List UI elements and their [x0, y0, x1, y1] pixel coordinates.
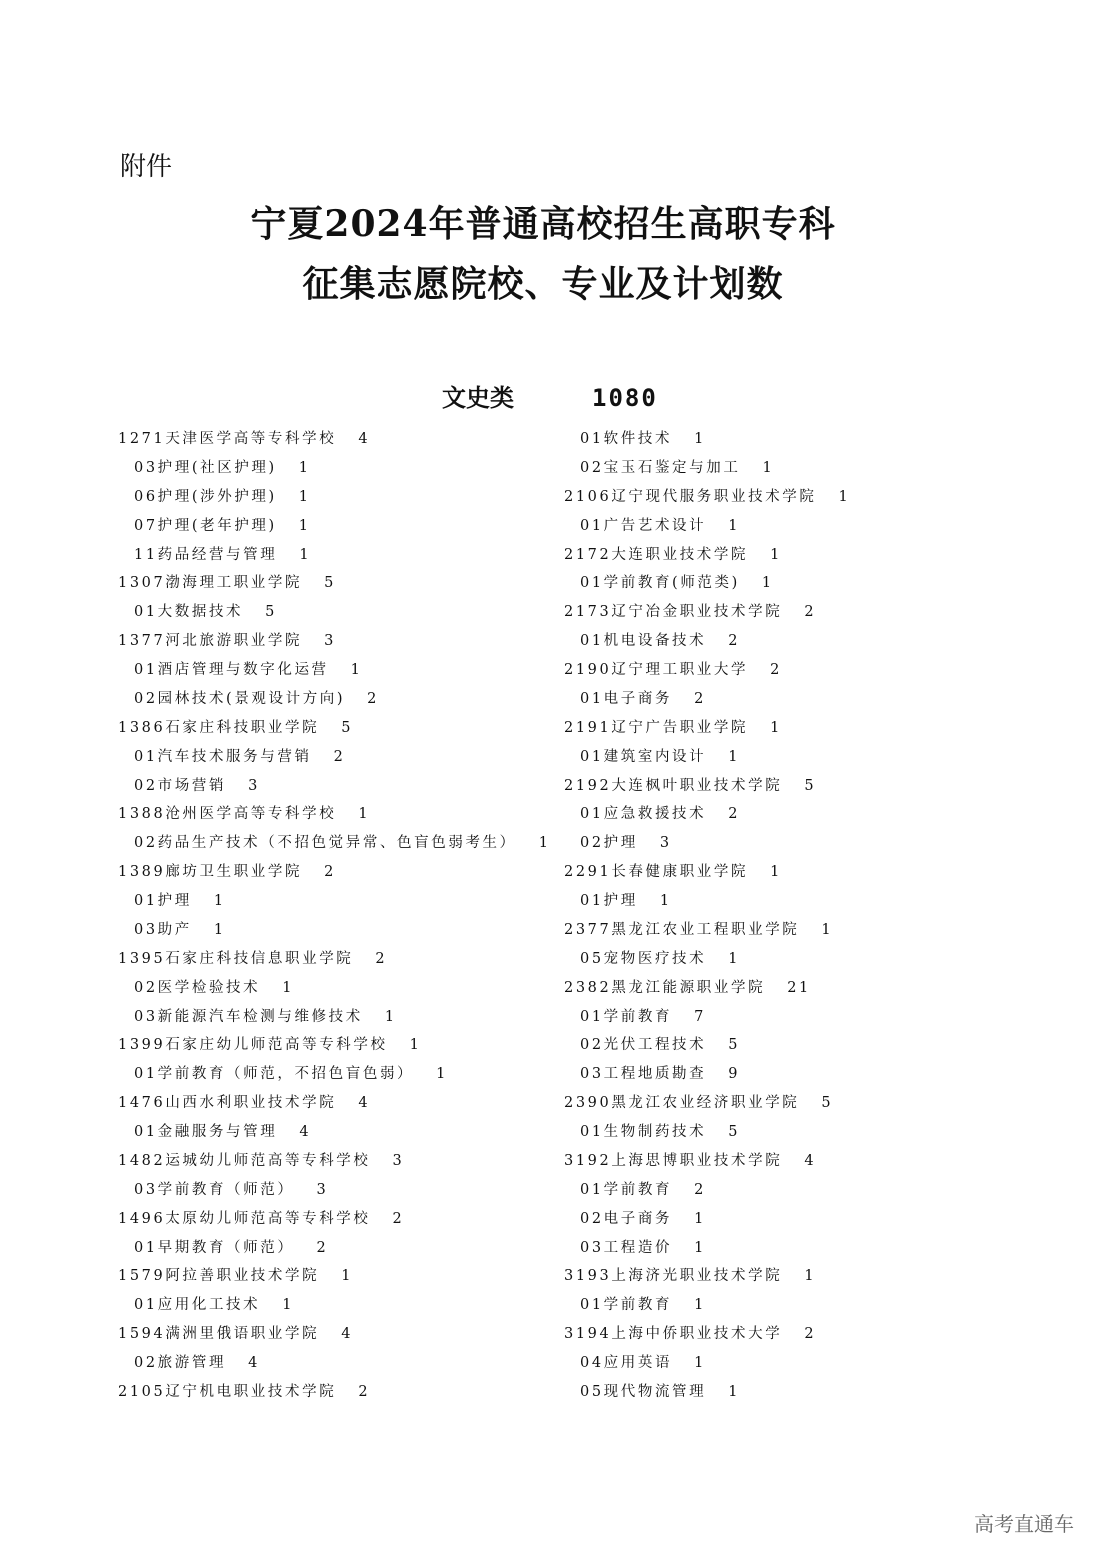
school-row [564, 1262, 850, 1291]
major-name: 新能源汽车检测与维修技术 [157, 1008, 363, 1025]
category-name: 文史类 [442, 384, 514, 412]
major-name: 学前教育(师范类) [603, 575, 740, 592]
major-code: 03 [134, 459, 158, 476]
school-row [564, 1147, 850, 1176]
major-row [564, 627, 850, 656]
school-name: 黑龙江农业经济职业学院 [611, 1095, 800, 1112]
major-code: 03 [134, 1008, 158, 1025]
major-count: 1 [762, 459, 775, 476]
major-row [564, 685, 850, 714]
major-row [564, 454, 850, 483]
major-code: 02 [134, 835, 158, 852]
school-count: 5 [324, 575, 336, 592]
major-row [118, 656, 551, 685]
major-name: 护理(涉外护理) [157, 488, 277, 505]
school-code: 2173 [564, 604, 612, 621]
school-count: 1 [804, 1268, 817, 1285]
major-row [118, 974, 551, 1003]
school-name: 石家庄幼儿师范高等专科学校 [165, 1037, 388, 1054]
major-name: 宠物医疗技术 [603, 950, 707, 967]
school-count: 1 [409, 1037, 422, 1054]
school-name: 辽宁冶金职业技术学院 [611, 604, 783, 621]
school-name: 黑龙江农业工程职业学院 [611, 921, 800, 938]
school-name: 上海济光职业技术学院 [611, 1268, 783, 1285]
major-name: 旅游管理 [157, 1355, 227, 1371]
major-code: 07 [134, 517, 158, 534]
school-name: 上海思博职业技术学院 [611, 1152, 783, 1169]
major-count: 1 [694, 431, 706, 447]
major-row [118, 829, 551, 858]
major-name: 护理 [157, 893, 192, 909]
school-name: 辽宁理工职业大学 [611, 662, 749, 678]
major-name: 学前教育（师范） [157, 1181, 295, 1198]
school-name: 黑龙江能源职业学院 [611, 979, 766, 996]
major-count: 1 [659, 893, 672, 909]
major-name: 药品生产技术（不招色觉异常、色盲色弱考生） [157, 835, 517, 852]
major-row [564, 569, 850, 598]
major-name: 生物制药技术 [603, 1124, 707, 1140]
major-name: 软件技术 [603, 431, 673, 447]
major-code: 03 [134, 1181, 158, 1198]
major-row [118, 1060, 551, 1089]
major-row [118, 1291, 551, 1320]
school-code: 1399 [118, 1037, 166, 1054]
school-name: 沧州医学高等专科学校 [165, 806, 337, 823]
major-code: 02 [580, 459, 604, 476]
major-code: 05 [580, 950, 604, 967]
major-code: 02 [134, 777, 158, 794]
major-name: 应用化工技术 [157, 1297, 261, 1314]
major-row [564, 1291, 850, 1320]
major-row [564, 1031, 850, 1060]
school-code: 1388 [118, 806, 166, 823]
watermark: 高考直通车 [974, 1512, 1074, 1536]
major-count: 9 [728, 1066, 741, 1083]
major-count: 1 [728, 1383, 741, 1400]
school-row [118, 1147, 551, 1176]
major-code: 02 [580, 835, 604, 852]
major-count: 2 [728, 806, 741, 823]
major-row [564, 1060, 850, 1089]
school-row [118, 1089, 551, 1118]
major-code: 02 [580, 1037, 604, 1054]
school-count: 1 [341, 1268, 354, 1285]
school-name: 山西水利职业技术学院 [165, 1095, 337, 1112]
school-code: 1271 [118, 431, 166, 447]
school-row [118, 945, 551, 974]
major-name: 现代物流管理 [603, 1383, 707, 1400]
major-code: 03 [134, 921, 158, 938]
major-name: 光伏工程技术 [603, 1037, 707, 1054]
school-code: 3192 [564, 1152, 612, 1169]
right-column [564, 425, 850, 1407]
school-code: 1496 [118, 1210, 166, 1227]
major-code: 01 [580, 690, 604, 707]
school-count: 3 [324, 633, 336, 650]
major-count: 1 [298, 517, 311, 534]
school-count: 2 [375, 950, 388, 967]
school-code: 3194 [564, 1326, 612, 1343]
major-count: 1 [538, 835, 551, 852]
major-name: 护理(老年护理) [157, 517, 277, 534]
school-code: 1579 [118, 1268, 166, 1285]
major-name: 机电设备技术 [603, 633, 707, 650]
major-name: 工程地质勘查 [603, 1066, 707, 1083]
school-code: 1307 [118, 575, 166, 592]
category-heading [442, 378, 658, 413]
major-name: 护理 [603, 893, 638, 909]
major-name: 应急救援技术 [603, 806, 707, 823]
school-name: 河北旅游职业学院 [165, 633, 303, 650]
school-name: 太原幼儿师范高等专科学校 [165, 1210, 371, 1227]
major-code: 01 [580, 1008, 604, 1025]
major-row [564, 1176, 850, 1205]
major-name: 工程造价 [603, 1239, 673, 1256]
school-count: 5 [341, 719, 354, 736]
school-code: 2382 [564, 979, 612, 996]
school-name: 辽宁现代服务职业技术学院 [611, 488, 817, 505]
major-code: 01 [134, 893, 158, 909]
major-count: 1 [298, 459, 311, 476]
major-count: 3 [659, 835, 672, 852]
school-count: 1 [770, 546, 782, 563]
school-count: 2 [324, 864, 336, 881]
major-code: 01 [134, 604, 158, 621]
left-column [118, 425, 551, 1407]
major-code: 01 [134, 1297, 158, 1314]
school-count: 5 [804, 777, 817, 794]
school-row [564, 916, 850, 945]
major-count: 1 [694, 1355, 706, 1371]
school-name: 辽宁广告职业学院 [611, 719, 749, 736]
school-code: 2105 [118, 1383, 166, 1400]
major-row [118, 685, 551, 714]
major-row [564, 1003, 850, 1032]
major-count: 1 [213, 921, 226, 938]
major-count: 5 [728, 1124, 741, 1140]
school-count: 2 [804, 1326, 817, 1343]
school-row [118, 800, 551, 829]
major-count: 2 [333, 748, 346, 765]
school-name: 石家庄科技信息职业学院 [165, 950, 354, 967]
school-count: 2 [358, 1383, 371, 1400]
major-count: 1 [694, 1297, 706, 1314]
school-code: 2377 [564, 921, 612, 938]
major-code: 01 [580, 1181, 604, 1198]
major-count: 2 [694, 1181, 706, 1198]
school-row [564, 858, 850, 887]
major-count: 2 [316, 1239, 329, 1256]
school-code: 2291 [564, 864, 612, 881]
major-row [564, 425, 850, 454]
major-count: 1 [282, 1297, 295, 1314]
school-name: 运城幼儿师范高等专科学校 [165, 1152, 371, 1169]
major-name: 大数据技术 [157, 604, 244, 621]
major-count: 7 [694, 1008, 706, 1025]
major-count: 1 [728, 748, 741, 765]
major-code: 01 [580, 1297, 604, 1314]
major-name: 学前教育 [603, 1181, 673, 1198]
major-name: 药品经营与管理 [157, 546, 278, 563]
major-code: 06 [134, 488, 158, 505]
major-name: 宝玉石鉴定与加工 [603, 459, 741, 476]
school-name: 阿拉善职业技术学院 [165, 1268, 320, 1285]
attachment-label: 附件 [120, 152, 173, 182]
school-name: 上海中侨职业技术大学 [611, 1326, 783, 1343]
school-name: 天津医学高等专科学校 [165, 431, 337, 447]
major-row [564, 1234, 850, 1263]
school-row [564, 483, 850, 512]
school-count: 5 [821, 1095, 834, 1112]
major-row [564, 1349, 850, 1378]
major-name: 汽车技术服务与营销 [157, 748, 312, 765]
major-name: 建筑室内设计 [603, 748, 707, 765]
major-count: 4 [248, 1355, 260, 1371]
major-name: 学前教育 [603, 1008, 673, 1025]
school-count: 21 [787, 979, 811, 996]
school-code: 1482 [118, 1152, 166, 1169]
major-name: 电子商务 [603, 1210, 673, 1227]
major-name: 园林技术(景观设计方向) [157, 690, 346, 707]
major-count: 1 [350, 662, 363, 678]
major-code: 01 [134, 662, 158, 678]
category-total: 1080 [592, 384, 658, 412]
school-row [564, 714, 850, 743]
major-count: 3 [248, 777, 260, 794]
major-row [564, 1205, 850, 1234]
school-count: 1 [770, 864, 782, 881]
school-row [564, 974, 850, 1003]
major-code: 02 [134, 1355, 158, 1371]
school-name: 辽宁机电职业技术学院 [165, 1383, 337, 1400]
school-name: 渤海理工职业学院 [165, 575, 303, 592]
major-row [564, 887, 850, 916]
major-code: 02 [134, 690, 158, 707]
major-count: 1 [436, 1066, 448, 1083]
school-row [564, 656, 850, 685]
school-count: 4 [341, 1326, 354, 1343]
major-row [118, 743, 551, 772]
school-row [118, 1378, 551, 1407]
major-row [564, 1118, 850, 1147]
school-code: 1476 [118, 1095, 166, 1112]
school-count: 3 [392, 1152, 405, 1169]
major-row [118, 483, 551, 512]
school-count: 1 [821, 921, 834, 938]
major-code: 11 [134, 546, 158, 563]
school-row [118, 1205, 551, 1234]
school-row [564, 598, 850, 627]
major-code: 05 [580, 1383, 604, 1400]
school-name: 大连职业技术学院 [611, 546, 749, 563]
major-code: 01 [580, 575, 604, 592]
major-name: 广告艺术设计 [603, 517, 707, 534]
school-count: 4 [358, 431, 371, 447]
major-count: 1 [728, 517, 741, 534]
school-row [118, 858, 551, 887]
major-name: 医学检验技术 [157, 979, 261, 996]
major-row [118, 598, 551, 627]
school-code: 2172 [564, 546, 612, 563]
major-row [118, 541, 551, 570]
school-count: 4 [358, 1095, 371, 1112]
document-title-line1: 宁夏2024年普通高校招生高职专科 [250, 203, 836, 245]
major-code: 01 [580, 748, 604, 765]
school-row [564, 1320, 850, 1349]
major-row [118, 887, 551, 916]
major-code: 01 [134, 1239, 158, 1256]
school-count: 2 [770, 662, 782, 678]
school-row [564, 772, 850, 801]
school-code: 1377 [118, 633, 166, 650]
major-name: 护理(社区护理) [157, 459, 277, 476]
major-count: 2 [694, 690, 706, 707]
major-name: 市场营销 [157, 777, 227, 794]
major-row [118, 1349, 551, 1378]
major-name: 学前教育（师范，不招色盲色弱） [157, 1066, 415, 1083]
major-code: 01 [580, 1124, 604, 1140]
school-count: 1 [770, 719, 782, 736]
major-row [564, 945, 850, 974]
major-count: 1 [298, 488, 311, 505]
major-row [118, 1176, 551, 1205]
major-count: 1 [761, 575, 774, 592]
major-name: 应用英语 [603, 1355, 673, 1371]
major-row [118, 1234, 551, 1263]
major-count: 1 [282, 979, 295, 996]
major-name: 酒店管理与数字化运营 [157, 662, 329, 678]
major-code: 01 [580, 517, 604, 534]
school-name: 长春健康职业学院 [611, 864, 749, 881]
major-row [118, 1003, 551, 1032]
major-code: 04 [580, 1355, 604, 1371]
school-code: 3193 [564, 1268, 612, 1285]
major-count: 1 [694, 1210, 706, 1227]
major-row [564, 800, 850, 829]
major-row [564, 829, 850, 858]
major-code: 01 [580, 893, 604, 909]
major-row [564, 743, 850, 772]
major-count: 2 [367, 690, 379, 707]
document-title-line2: 征集志愿院校、专业及计划数 [302, 263, 784, 305]
major-row [118, 512, 551, 541]
major-count: 1 [299, 546, 312, 563]
school-row [564, 1089, 850, 1118]
major-code: 01 [580, 806, 604, 823]
school-row [118, 714, 551, 743]
school-count: 4 [804, 1152, 817, 1169]
major-count: 1 [213, 893, 226, 909]
major-name: 早期教育（师范） [157, 1239, 295, 1256]
school-name: 大连枫叶职业技术学院 [611, 777, 783, 794]
major-row [118, 916, 551, 945]
major-name: 助产 [157, 921, 192, 938]
school-code: 1395 [118, 950, 166, 967]
major-code: 01 [134, 1066, 158, 1083]
school-count: 1 [358, 806, 371, 823]
school-row [118, 569, 551, 598]
major-name: 金融服务与管理 [157, 1124, 278, 1140]
school-count: 2 [804, 604, 817, 621]
major-count: 1 [384, 1008, 397, 1025]
major-code: 01 [134, 1124, 158, 1140]
major-row [118, 454, 551, 483]
school-name: 满洲里俄语职业学院 [165, 1326, 320, 1343]
major-code: 02 [134, 979, 158, 996]
major-row [564, 1378, 850, 1407]
school-row [564, 541, 850, 570]
major-row [118, 772, 551, 801]
school-code: 2192 [564, 777, 612, 794]
major-count: 4 [299, 1124, 312, 1140]
school-code: 2106 [564, 488, 612, 505]
school-row [118, 1320, 551, 1349]
major-row [118, 1118, 551, 1147]
school-row [118, 627, 551, 656]
school-name: 石家庄科技职业学院 [165, 719, 320, 736]
school-code: 1594 [118, 1326, 166, 1343]
school-count: 2 [392, 1210, 405, 1227]
school-code: 2190 [564, 662, 612, 678]
major-count: 2 [728, 633, 741, 650]
major-code: 01 [580, 431, 604, 447]
school-code: 1389 [118, 864, 166, 881]
major-name: 护理 [603, 835, 638, 852]
school-name: 廊坊卫生职业学院 [165, 864, 303, 881]
major-count: 1 [694, 1239, 706, 1256]
major-name: 学前教育 [603, 1297, 673, 1314]
major-code: 02 [580, 1210, 604, 1227]
major-count: 5 [728, 1037, 741, 1054]
major-row [564, 512, 850, 541]
school-row [118, 1262, 551, 1291]
school-row [118, 425, 551, 454]
major-code: 03 [580, 1239, 604, 1256]
major-count: 5 [265, 604, 277, 621]
major-code: 03 [580, 1066, 604, 1083]
school-count: 1 [838, 488, 851, 505]
major-count: 1 [728, 950, 741, 967]
school-code: 1386 [118, 719, 166, 736]
school-code: 2191 [564, 719, 612, 736]
major-code: 01 [134, 748, 158, 765]
major-code: 01 [580, 633, 604, 650]
major-name: 电子商务 [603, 690, 673, 707]
major-count: 3 [316, 1181, 329, 1198]
school-row [118, 1031, 551, 1060]
school-code: 2390 [564, 1095, 612, 1112]
